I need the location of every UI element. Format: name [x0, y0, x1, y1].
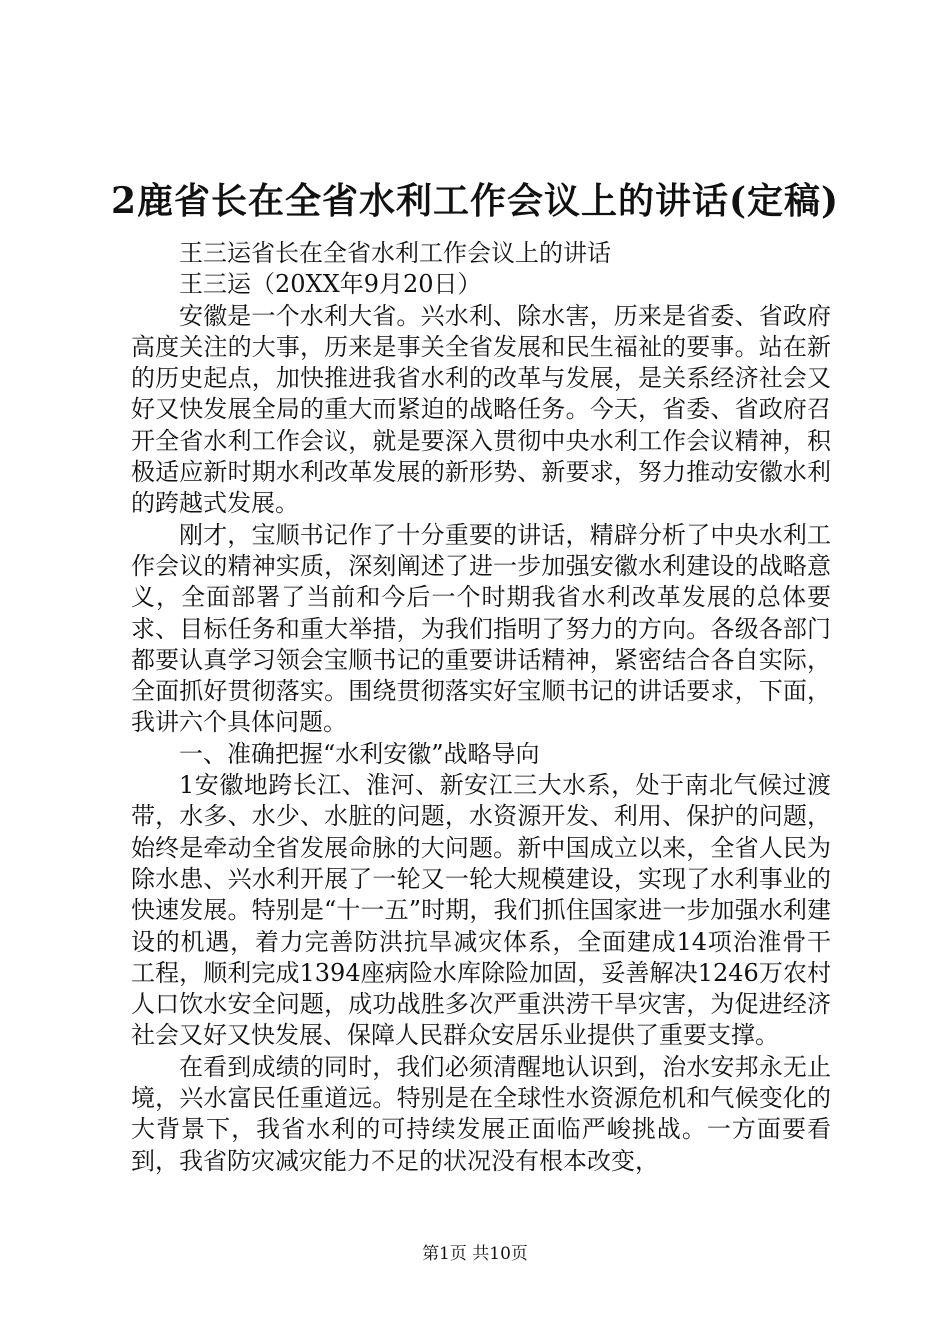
document-title: 2鹿省长在全省水利工作会议上的讲话(定稿)	[110, 180, 840, 222]
speaker-date-line: 王三运（20XX年9月20日）	[179, 270, 482, 299]
speech-heading: 王三运省长在全省水利工作会议上的讲话	[179, 239, 611, 267]
body-paragraph: 安徽是一个水利大省。兴水利、除水害，历来是省委、省政府高度关注的大事，历来是事关全省发展和民生福祉的要事。站在新的历史起点，加快推进我省水利的改革与发展，是关系经济社会又好又快发展全局的重大而紧迫的战略任务。今天，省委、省政府召开全省水利工作会议，就是要深入贯彻中央水利工作会议精神，积极适应新时期水利改革发展的新形势、新要求，努力推动安徽水利的跨越式发展。	[131, 301, 831, 518]
body-paragraph: 1安徽地跨长江、淮河、新安江三大水系，处于南北气候过渡带，水多、水少、水脏的问题，水资源开发、利用、保护的问题，始终是牵动全省发展命脉的大问题。新中国成立以来，全省人民为除水患、兴水利开展了一轮又一轮大规模建设，实现了水利事业的快速发展。特别是“十一五”时期，我们抓住国家进一步加强水利建设的机遇，着力完善防洪抗旱减灾体系，全面建成14项治淮骨干工程，顺利完成1394座病险水库除险加固，妥善解决1246万农村人口饮水安全问题，成功战胜多次严重洪涝干旱灾害，为促进经济社会又好又快发展、保障人民群众安居乐业提供了重要支撑。	[131, 771, 831, 1050]
body-paragraph: 在看到成绩的同时，我们必须清醒地认识到，治水安邦永无止境，兴水富民任重道远。特别是在全球性水资源危机和气候变化的大背景下，我省水利的可持续发展正面临严峻挑战。一方面要看到，我省防灾减灾能力不足的状况没有根本改变，	[131, 1052, 831, 1175]
document-body	[131, 238, 831, 1177]
body-paragraph: 刚才，宝顺书记作了十分重要的讲话，精辟分析了中央水利工作会议的精神实质，深刻阐述了进一步加强安徽水利建设的战略意义，全面部署了当前和今后一个时期我省水利改革发展的总体要求、目标任务和重大举措，为我们指明了努力的方向。各级各部门都要认真学习领会宝顺书记的重要讲话精神，紧密结合各自实际，全面抓好贯彻落实。围绕贯彻落实好宝顺书记的讲话要求，下面，我讲六个具体问题。	[131, 520, 831, 737]
page-number-footer: 第1页 共10页	[422, 1244, 528, 1264]
section-heading: 一、准确把握“水利安徽”战略导向	[179, 739, 540, 768]
